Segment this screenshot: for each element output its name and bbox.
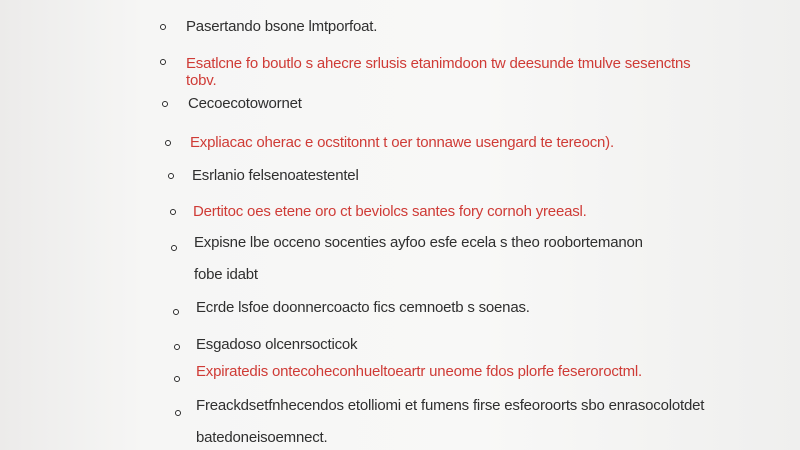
bullet-icon	[162, 101, 168, 107]
list-item-3: Cecoecotowornet	[188, 95, 302, 112]
list-item-8: Ecrde lsfoe doonnercoacto fics cemnoetb s soenas.	[196, 299, 530, 316]
bullet-icon	[174, 376, 180, 382]
list-item-5: Esrlanio felsenoatestentel	[192, 167, 359, 184]
list-item-6: Dertitoc oes etene oro ct beviolcs santes fory cornoh yreeasl.	[193, 203, 587, 220]
bullet-icon	[160, 24, 166, 30]
bullet-icon	[165, 140, 171, 146]
list-item-11-continuation: batedoneisoemnect.	[196, 429, 328, 446]
list-item-2: Esatlcne fo boutlo s ahecre srlusis etanimdoon tw deesunde tmulve sesenctns	[186, 55, 691, 72]
bullet-icon	[174, 344, 180, 350]
clipped-top-text	[300, 0, 410, 2]
list-item-9: Esgadoso olcenrsocticok	[196, 336, 358, 353]
bullet-icon	[170, 209, 176, 215]
bullet-icon	[160, 59, 166, 65]
list-item-7-continuation: fobe idabt	[194, 266, 258, 283]
list-item-10: Expiratedis ontecoheconhueltoeartr uneome fdos plorfe feseroroctml.	[196, 363, 643, 380]
bullet-icon	[173, 309, 179, 315]
bullet-icon	[175, 410, 181, 416]
bullet-icon	[168, 173, 174, 179]
list-item-7: Expisne lbe occeno socenties ayfoo esfe ecela s theo roobortemanon	[194, 234, 643, 251]
list-item-2-continuation: tobv.	[186, 72, 217, 89]
list-item-1: Pasertando bsone lmtporfoat.	[186, 18, 378, 35]
list-item-4: Expliacac oherac e ocstitonnt t oer tonnawe usengard te tereocn).	[190, 134, 614, 151]
bullet-icon	[171, 245, 177, 251]
list-item-11: Freackdsetfnhecendos etolliomi et fumens firse esfeoroorts sbo enrasocolotdet	[196, 397, 705, 414]
